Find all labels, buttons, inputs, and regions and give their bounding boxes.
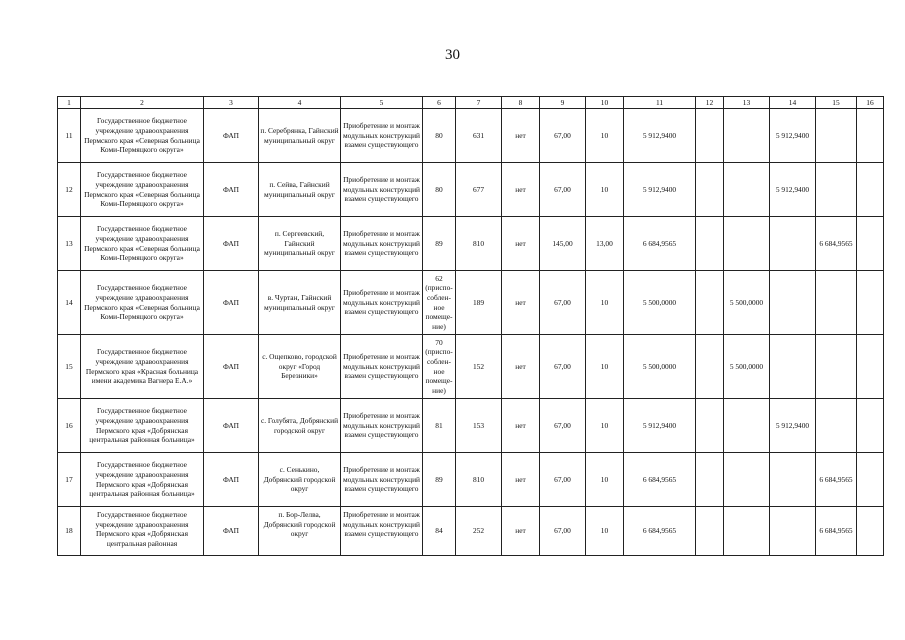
- row-number: 11: [58, 109, 81, 163]
- table-row: [58, 271, 884, 335]
- col8-cell: нет: [502, 453, 540, 507]
- col11-cell: 5 912,9400: [624, 399, 696, 453]
- col8-cell: нет: [502, 335, 540, 399]
- work-cell: Приобретение и монтаж модульных конструкций взамен существующего: [341, 507, 423, 556]
- col8-cell: нет: [502, 217, 540, 271]
- row-number: 16: [58, 399, 81, 453]
- institution-text: Государственное бюджетное учреждение здравоохранения Пермского края «Добрянская центральная районная: [95, 510, 189, 548]
- col14-cell: [770, 507, 816, 556]
- col11-cell: 6 684,9565: [624, 507, 696, 556]
- institution-cell: Государственное бюджетное учреждение здравоохранения Пермского края «Северная больница Коми-Пермяцкого округа»: [81, 109, 204, 163]
- col13-cell: [724, 507, 770, 556]
- col11-cell: 5 500,0000: [624, 335, 696, 399]
- col13-cell: [724, 399, 770, 453]
- location-cell: п. Сергеевский, Гайнский муниципальный округ: [259, 217, 341, 271]
- col15-cell: 6 684,9565: [816, 453, 857, 507]
- col10-cell: 10: [586, 109, 624, 163]
- col13-cell: [724, 163, 770, 217]
- location-cell: с. Ощепково, городской округ «Город Березники»: [259, 335, 341, 399]
- col13-cell: 5 500,0000: [724, 335, 770, 399]
- col6-cell: 80: [423, 163, 456, 217]
- data-table: [57, 96, 884, 556]
- col9-cell: 67,00: [540, 109, 586, 163]
- row-number: 12: [58, 163, 81, 217]
- column-header: 4: [259, 97, 341, 109]
- col7-cell: 810: [456, 217, 502, 271]
- institution-cell: Государственное бюджетное учреждение здравоохранения Пермского края «Красная больница имени академика Вагнера Е.А.»: [81, 335, 204, 399]
- col9-cell: 67,00: [540, 163, 586, 217]
- col16-cell: [857, 399, 884, 453]
- col10-cell: 10: [586, 335, 624, 399]
- table-row: [58, 109, 884, 163]
- work-cell: Приобретение и монтаж модульных конструкций взамен существующего: [341, 271, 423, 335]
- column-header: 6: [423, 97, 456, 109]
- col9-cell: 67,00: [540, 507, 586, 556]
- col14-cell: [770, 271, 816, 335]
- col10-cell: 10: [586, 507, 624, 556]
- column-header: 12: [696, 97, 724, 109]
- col13-cell: [724, 217, 770, 271]
- institution-cell: [81, 507, 204, 556]
- facility-type-cell: ФАП: [204, 217, 259, 271]
- column-header: 2: [81, 97, 204, 109]
- work-cell: Приобретение и монтаж модульных конструкций взамен существующего: [341, 453, 423, 507]
- column-header: 3: [204, 97, 259, 109]
- column-header: 9: [540, 97, 586, 109]
- col8-cell: нет: [502, 399, 540, 453]
- institution-cell: Государственное бюджетное учреждение здравоохранения Пермского края «Северная больница Коми-Пермяцкого округа»: [81, 163, 204, 217]
- header-row: [58, 97, 884, 109]
- col9-cell: 145,00: [540, 217, 586, 271]
- work-cell: Приобретение и монтаж модульных конструкций взамен существующего: [341, 335, 423, 399]
- col16-cell: [857, 217, 884, 271]
- facility-type-cell: ФАП: [204, 163, 259, 217]
- col15-cell: 6 684,9565: [816, 507, 857, 556]
- work-cell: Приобретение и монтаж модульных конструкций взамен существующего: [341, 109, 423, 163]
- col7-cell: 252: [456, 507, 502, 556]
- col7-cell: 189: [456, 271, 502, 335]
- col13-cell: [724, 453, 770, 507]
- column-header: 5: [341, 97, 423, 109]
- col9-cell: 67,00: [540, 271, 586, 335]
- column-header: 10: [586, 97, 624, 109]
- col12-cell: [696, 399, 724, 453]
- row-number: 15: [58, 335, 81, 399]
- col7-cell: 810: [456, 453, 502, 507]
- col13-cell: [724, 109, 770, 163]
- location-cell: в. Чуртан, Гайнский муниципальный округ: [259, 271, 341, 335]
- work-cell: Приобретение и монтаж модульных конструкций взамен существующего: [341, 399, 423, 453]
- table-row: [58, 399, 884, 453]
- col12-cell: [696, 271, 724, 335]
- col16-cell: [857, 109, 884, 163]
- institution-cell: Государственное бюджетное учреждение здравоохранения Пермского края «Добрянская центральная районная больница»: [81, 399, 204, 453]
- location-cell: с. Сенькино, Добрянский городской округ: [259, 453, 341, 507]
- col14-cell: 5 912,9400: [770, 399, 816, 453]
- row-number: 14: [58, 271, 81, 335]
- column-header: 7: [456, 97, 502, 109]
- col9-cell: 67,00: [540, 399, 586, 453]
- col10-cell: 10: [586, 163, 624, 217]
- col16-cell: [857, 163, 884, 217]
- col6-cell: 81: [423, 399, 456, 453]
- col12-cell: [696, 163, 724, 217]
- row-number: 13: [58, 217, 81, 271]
- col12-cell: [696, 109, 724, 163]
- col16-cell: [857, 271, 884, 335]
- col7-cell: 153: [456, 399, 502, 453]
- col7-cell: 152: [456, 335, 502, 399]
- column-header: 15: [816, 97, 857, 109]
- col14-cell: 5 912,9400: [770, 109, 816, 163]
- col10-cell: 13,00: [586, 217, 624, 271]
- facility-type-cell: ФАП: [204, 271, 259, 335]
- col12-cell: [696, 453, 724, 507]
- work-cell: Приобретение и монтаж модульных конструкций взамен существующего: [341, 163, 423, 217]
- table-row: [58, 217, 884, 271]
- facility-type-cell: ФАП: [204, 109, 259, 163]
- col11-cell: 5 912,9400: [624, 163, 696, 217]
- col7-cell: 677: [456, 163, 502, 217]
- col15-cell: [816, 109, 857, 163]
- table-row: [58, 335, 884, 399]
- facility-type-cell: ФАП: [204, 453, 259, 507]
- page-number: 30: [445, 47, 460, 63]
- col15-cell: [816, 163, 857, 217]
- location-cell: п. Сейва, Гайнский муниципальный округ: [259, 163, 341, 217]
- col14-cell: 5 912,9400: [770, 163, 816, 217]
- col6-cell: 89: [423, 453, 456, 507]
- location-cell: п. Серебрянка, Гайнский муниципальный округ: [259, 109, 341, 163]
- column-header: 8: [502, 97, 540, 109]
- col14-cell: [770, 335, 816, 399]
- col8-cell: нет: [502, 109, 540, 163]
- col14-cell: [770, 217, 816, 271]
- col16-cell: [857, 507, 884, 556]
- institution-cell: Государственное бюджетное учреждение здравоохранения Пермского края «Добрянская центральная районная больница»: [81, 453, 204, 507]
- work-cell: Приобретение и монтаж модульных конструкций взамен существующего: [341, 217, 423, 271]
- col12-cell: [696, 335, 724, 399]
- col8-cell: нет: [502, 271, 540, 335]
- col10-cell: 10: [586, 399, 624, 453]
- col7-cell: 631: [456, 109, 502, 163]
- table-row: [58, 507, 884, 556]
- col14-cell: [770, 453, 816, 507]
- col12-cell: [696, 217, 724, 271]
- col6-cell: 70 (приспо-соблен-ное помеще-ние): [423, 335, 456, 399]
- col13-cell: 5 500,0000: [724, 271, 770, 335]
- col9-cell: 67,00: [540, 453, 586, 507]
- col6-cell: 62 (приспо-соблен-ное помеще-ние): [423, 271, 456, 335]
- col6-cell: 80: [423, 109, 456, 163]
- col16-cell: [857, 453, 884, 507]
- table-row: [58, 163, 884, 217]
- institution-cell: Государственное бюджетное учреждение здравоохранения Пермского края «Северная больница Коми-Пермяцкого округа»: [81, 271, 204, 335]
- col11-cell: 6 684,9565: [624, 453, 696, 507]
- row-number: 18: [58, 507, 81, 556]
- col8-cell: нет: [502, 507, 540, 556]
- col12-cell: [696, 507, 724, 556]
- column-header: 1: [58, 97, 81, 109]
- location-cell: с. Голубята, Добрянский городской округ: [259, 399, 341, 453]
- col16-cell: [857, 335, 884, 399]
- col8-cell: нет: [502, 163, 540, 217]
- col11-cell: 5 500,0000: [624, 271, 696, 335]
- row-number: 17: [58, 453, 81, 507]
- col15-cell: [816, 335, 857, 399]
- col11-cell: 5 912,9400: [624, 109, 696, 163]
- col6-cell: 89: [423, 217, 456, 271]
- institution-cell: Государственное бюджетное учреждение здравоохранения Пермского края «Северная больница Коми-Пермяцкого округа»: [81, 217, 204, 271]
- col11-cell: 6 684,9565: [624, 217, 696, 271]
- column-header: 11: [624, 97, 696, 109]
- facility-type-cell: ФАП: [204, 399, 259, 453]
- column-header: 16: [857, 97, 884, 109]
- table-row: [58, 453, 884, 507]
- facility-type-cell: ФАП: [204, 335, 259, 399]
- col15-cell: 6 684,9565: [816, 217, 857, 271]
- column-header: 14: [770, 97, 816, 109]
- col9-cell: 67,00: [540, 335, 586, 399]
- col15-cell: [816, 399, 857, 453]
- facility-type-cell: ФАП: [204, 507, 259, 556]
- col6-cell: 84: [423, 507, 456, 556]
- col10-cell: 10: [586, 453, 624, 507]
- col10-cell: 10: [586, 271, 624, 335]
- location-cell: п. Бор-Лелва, Добрянский городской округ: [259, 507, 341, 556]
- col15-cell: [816, 271, 857, 335]
- column-header: 13: [724, 97, 770, 109]
